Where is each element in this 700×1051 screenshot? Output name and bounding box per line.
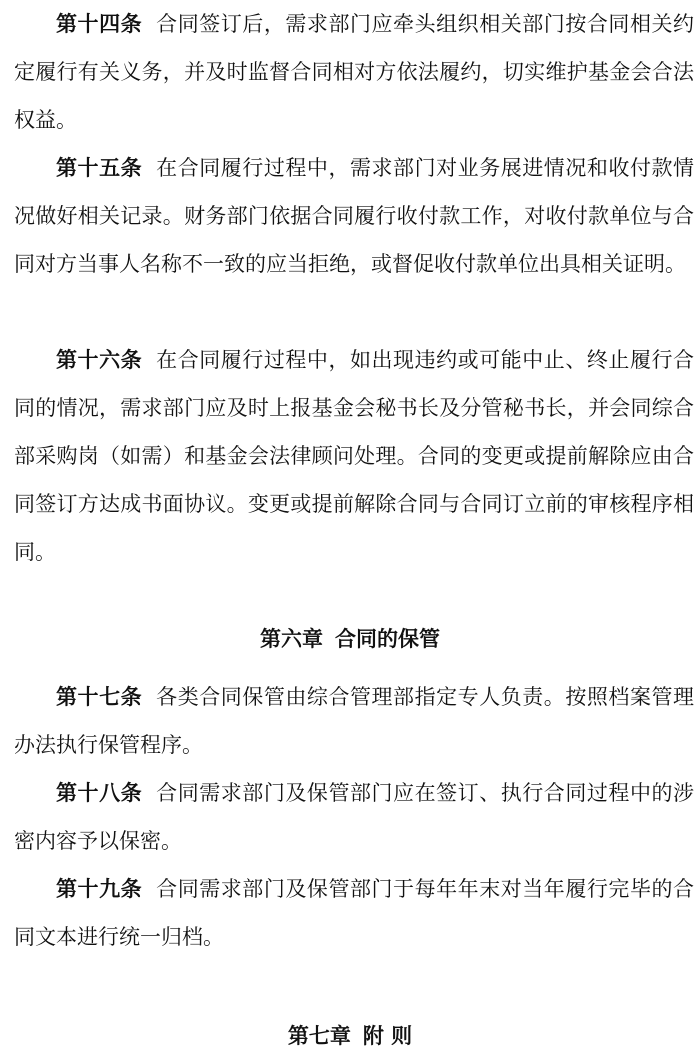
article-number: 第十六条: [56, 348, 143, 372]
article-number: 第十九条: [56, 877, 143, 901]
chapter-title: 合同的保管: [335, 627, 440, 651]
article-number: 第十四条: [56, 12, 143, 36]
chapter-title: 附 则: [362, 1024, 413, 1048]
article-19: [14, 865, 694, 961]
article-text: 合同需求部门及保管部门应在签订、执行合同过程中的涉密内容予以保密。: [14, 781, 695, 853]
article-text: 各类合同保管由综合管理部指定专人负责。按照档案管理办法执行保管程序。: [14, 685, 695, 757]
chapter-7-heading: [0, 1021, 700, 1051]
article-18: [14, 769, 694, 865]
article-number: 第十五条: [56, 156, 143, 180]
article-15: [14, 144, 694, 288]
chapter-number: 第七章: [287, 1024, 351, 1048]
article-number: 第十八条: [56, 781, 143, 805]
chapter-number: 第六章: [260, 627, 323, 651]
article-text: 合同需求部门及保管部门于每年年末对当年履行完毕的合同文本进行统一归档。: [14, 877, 695, 949]
article-16: [14, 336, 694, 576]
article-14: [14, 0, 694, 144]
article-number: 第十七条: [56, 685, 143, 709]
chapter-6-heading: [0, 624, 700, 654]
article-17: [14, 673, 694, 769]
article-text: 在合同履行过程中，需求部门对业务展进情况和收付款情况做好相关记录。财务部门依据合同履行收付款工作，对收付款单位与合同对方当事人名称不一致的应当拒绝，或督促收付款单位出具相关证明。: [14, 156, 695, 276]
article-text: 合同签订后，需求部门应牵头组织相关部门按合同相关约定履行有关义务，并及时监督合同相对方依法履约，切实维护基金会合法权益。: [14, 12, 695, 132]
article-text: 在合同履行过程中，如出现违约或可能中止、终止履行合同的情况，需求部门应及时上报基金会秘书长及分管秘书长，并会同综合部采购岗（如需）和基金会法律顾问处理。合同的变更或提前解除应由合同签订方达成书面协议。变更或提前解除合同与合同订立前的审核程序相同。: [14, 348, 695, 564]
